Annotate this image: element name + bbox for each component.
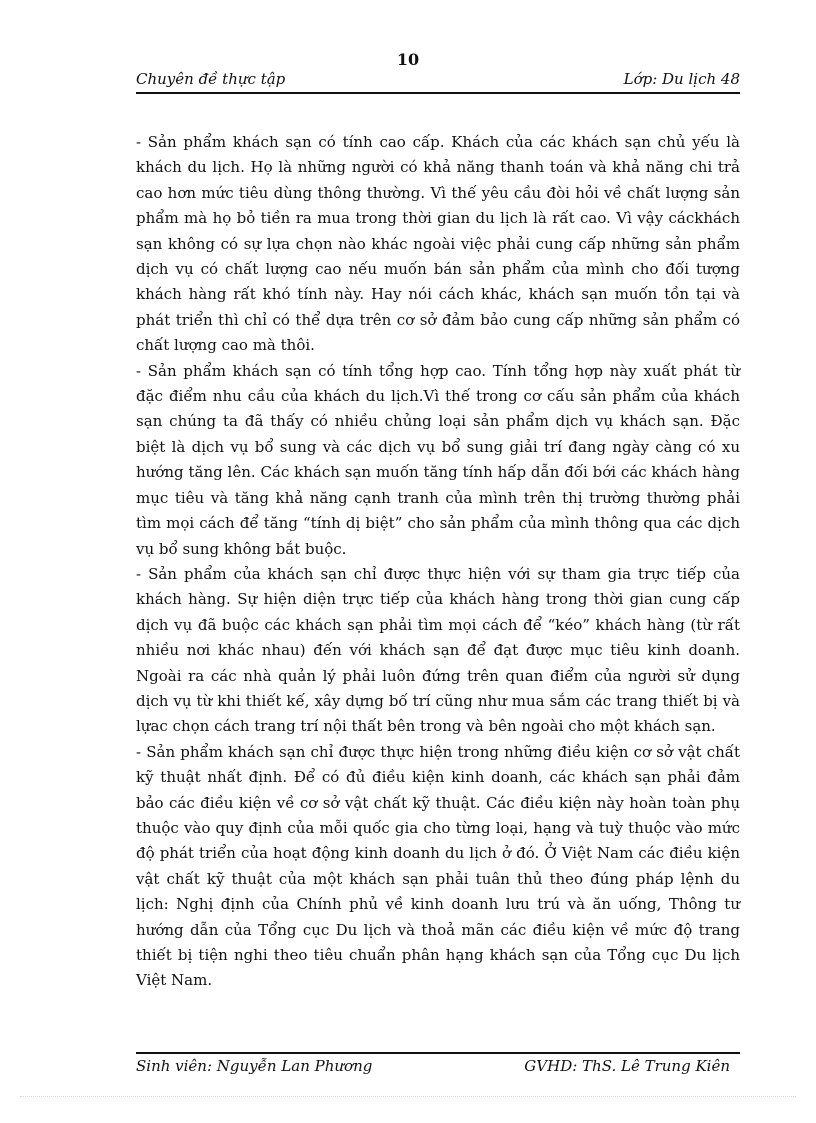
page-header [136,70,740,94]
document-body [136,130,740,994]
page-bottom-divider [20,1096,796,1097]
header-document-title: Chuyên đề thực tập [136,70,286,88]
footer-student-name: Sinh viên: Nguyễn Lan Phương [136,1057,373,1075]
paragraph-facilities: - Sản phẩm khách sạn chỉ được thực hiện trong những điều kiện cơ sở vật chất kỹ thuật nhất định. Để có đủ điều kiện kinh doanh, các khách sạn phải đảm bảo các điều kiện về cơ sở vật chất kỹ thuật. Các điều kiện này hoàn toàn phụ thuộc vào quy định của mỗi quốc gia cho từng loại, hạng và tuỳ thuộc vào mức độ phát triển của hoạt động kinh doanh du lịch ở đó. Ở Việt Nam các điều kiện vật chất kỹ thuật của một khách sạn phải tuân thủ theo đúng pháp lệnh du lịch: Nghị định của Chính phủ về kinh doanh lưu trú và ăn uống, Thông tư hướng dẫn của Tổng cục Du lịch và thoả mãn các điều kiện về mức độ trang thiết bị tiện nghi theo tiêu chuẩn phân hạng khách sạn của Tổng cục Du lịch Việt Nam. [136,742,740,990]
page-footer [136,1052,740,1078]
paragraph-comprehensive: - Sản phẩm khách sạn có tính tổng hợp cao. Tính tổng hợp này xuất phát từ đặc điểm nhu cầu của khách du lịch.Vì thế trong cơ cấu sản phẩm của khách sạn chúng ta đã thấy có nhiều chủng loại sản phẩm dịch vụ khách sạn. Đặc biệt là dịch vụ bổ sung và các dịch vụ bổ sung giải trí đang ngày càng có xu hướng tăng lên. Các khách sạn muốn tăng tính hấp dẫn đối bới các khách hàng mục tiêu và tăng khả năng cạnh tranh của mình trên thị trường thường phải tìm mọi cách để tăng “tính dị biệt” cho sản phẩm của mình thông qua các dịch vụ bổ sung không bắt buộc. [136,361,740,558]
page-number: 10 [396,50,420,69]
paragraph-high-class: - Sản phẩm khách sạn có tính cao cấp. Khách của các khách sạn chủ yếu là khách du lịch. Họ là những người có khả năng thanh toán và khả năng chi trả cao hơn mức tiêu dùng thông thường. Vì thế yêu cầu đòi hỏi về chất lượng sản phẩm mà họ bỏ tiền ra mua trong thời gian du lịch là rất cao. Vì vậy cáckhách sạn không có sự lựa chọn nào khác ngoài việc phải cung cấp những sản phẩm dịch vụ có chất lượng cao nếu muốn bán sản phẩm của mình cho đối tượng khách hàng rất khó tính này. Hay nói cách khác, khách sạn muốn tồn tại và phát triển thì chỉ có thể dựa trên cơ sở đảm bảo cung cấp những sản phẩm có chất lượng cao mà thôi. [136,133,740,355]
paragraph-customer-participation: - Sản phẩm của khách sạn chỉ được thực hiện với sự tham gia trực tiếp của khách hàng. Sự hiện diện trực tiếp của khách hàng trong thời gian cung cấp dịch vụ đã buộc các khách sạn phải tìm mọi cách để “kéo” khách hàng (từ rất nhiều nơi khác nhau) đến với khách sạn để đạt được mục tiêu kinh doanh. Ngoài ra các nhà quản lý phải luôn đứng trên quan điểm của người sử dụng dịch vụ từ khi thiết kế, xây dựng bố trí cũng như mua sắm các trang thiết bị và lựac chọn cách trang trí nội thất bên trong và bên ngoài cho một khách sạn. [136,564,740,736]
header-class-label: Lớp: Du lịch 48 [623,70,740,88]
footer-supervisor-name: GVHD: ThS. Lê Trung Kiên [524,1057,730,1075]
